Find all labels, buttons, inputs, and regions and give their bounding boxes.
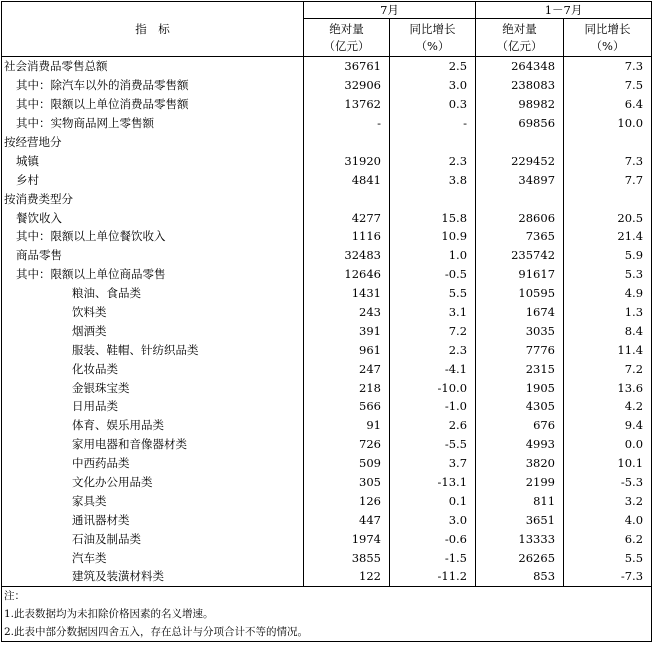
cum-abs-value: 229452 (476, 151, 564, 170)
table-row (2, 170, 652, 189)
cum-abs-value: 91617 (476, 265, 564, 284)
table-row (2, 529, 652, 548)
abs-unit: （亿元） (323, 38, 370, 53)
cum-abs-value: 26265 (476, 548, 564, 567)
july-yoy-value: 3.7 (390, 454, 476, 473)
row-label: 中西药品类 (72, 456, 130, 471)
cum-abs-value: 238083 (476, 76, 564, 95)
table-row (2, 303, 652, 322)
row-label: 化妆品类 (72, 361, 118, 376)
july-yoy-header (390, 19, 476, 57)
july-abs-value: 12646 (304, 265, 390, 284)
cum-abs-value: 28606 (476, 208, 564, 227)
cum-yoy-value: -5.3 (564, 473, 652, 492)
cum-yoy-value: -7.3 (564, 567, 652, 586)
july-yoy-value: 2.6 (390, 416, 476, 435)
cum-yoy-value: 7.5 (564, 76, 652, 95)
row-label: 家具类 (72, 493, 107, 508)
july-yoy-value: 2.5 (390, 57, 476, 76)
row-label: 按经营地分 (4, 135, 62, 149)
row-label: 烟酒类 (72, 323, 107, 338)
july-yoy-value: 2.3 (390, 151, 476, 170)
cum-abs-value: 98982 (476, 95, 564, 114)
july-yoy-value (390, 189, 476, 208)
cum-abs-value: 811 (476, 491, 564, 510)
july-yoy-value: 3.1 (390, 303, 476, 322)
cum-yoy-value: 5.9 (564, 246, 652, 265)
cum-yoy-value: 10.1 (564, 454, 652, 473)
cum-abs-value (476, 189, 564, 208)
july-yoy-value: -0.5 (390, 265, 476, 284)
july-abs-value: 1431 (304, 284, 390, 303)
cum-yoy-value: 6.4 (564, 95, 652, 114)
july-yoy-value: -5.5 (390, 435, 476, 454)
july-abs-header (304, 19, 390, 57)
abs-unit: （亿元） (496, 38, 543, 53)
cum-yoy-value: 7.2 (564, 359, 652, 378)
cum-abs-value: 34897 (476, 170, 564, 189)
table-row (2, 76, 652, 95)
table-row (2, 397, 652, 416)
indicator-header: 指 标 (2, 2, 304, 57)
yoy-unit: （%） (415, 38, 450, 53)
cum-yoy-value: 5.5 (564, 548, 652, 567)
table-row (2, 114, 652, 133)
july-abs-value: 218 (304, 378, 390, 397)
table-row (2, 359, 652, 378)
july-yoy-value: 0.3 (390, 95, 476, 114)
july-abs-value: 509 (304, 454, 390, 473)
row-label: 粮油、食品类 (72, 286, 141, 301)
yoy-label: 同比增长 (584, 21, 631, 36)
table-row (2, 321, 652, 340)
cum-yoy-value: 8.4 (564, 321, 652, 340)
table-row (2, 208, 652, 227)
july-abs-value: 247 (304, 359, 390, 378)
row-label: 其中：限额以上单位消费品零售额 (16, 97, 189, 112)
cum-abs-value: 264348 (476, 57, 564, 76)
table-row (2, 246, 652, 265)
cum-abs-header (476, 19, 564, 57)
row-label: 城镇 (16, 153, 39, 168)
cum-abs-value: 2199 (476, 473, 564, 492)
cum-yoy-value: 1.3 (564, 303, 652, 322)
cum-abs-value: 853 (476, 567, 564, 586)
row-label: 汽车类 (72, 550, 107, 565)
july-abs-value: 961 (304, 340, 390, 359)
cum-abs-value: 13333 (476, 529, 564, 548)
july-yoy-value: 1.0 (390, 246, 476, 265)
table-row (2, 227, 652, 246)
cum-yoy-value: 6.2 (564, 529, 652, 548)
cum-abs-value: 235742 (476, 246, 564, 265)
header-row-groups (2, 2, 652, 19)
july-abs-value: - (304, 114, 390, 133)
cum-yoy-value: 9.4 (564, 416, 652, 435)
row-label: 金银珠宝类 (72, 380, 130, 395)
july-yoy-value: -1.5 (390, 548, 476, 567)
cum-yoy-value (564, 189, 652, 208)
cum-yoy-value: 7.7 (564, 170, 652, 189)
table-row (2, 340, 652, 359)
july-group-header: 7月 (304, 2, 476, 19)
july-yoy-value: 2.3 (390, 340, 476, 359)
note-1: 1.此表数据均为未扣除价格因素的名义增速。 (4, 608, 214, 621)
cum-abs-value: 1905 (476, 378, 564, 397)
table-row (2, 265, 652, 284)
cum-yoy-value: 20.5 (564, 208, 652, 227)
july-abs-value: 122 (304, 567, 390, 586)
july-abs-value: 4277 (304, 208, 390, 227)
july-abs-value: 126 (304, 491, 390, 510)
july-abs-value: 32483 (304, 246, 390, 265)
july-abs-value: 391 (304, 321, 390, 340)
july-abs-value: 566 (304, 397, 390, 416)
table-row (2, 416, 652, 435)
row-label: 石油及制品类 (72, 531, 141, 546)
row-label: 体育、娱乐用品类 (72, 418, 164, 433)
july-abs-value: 1974 (304, 529, 390, 548)
cum-abs-value: 3820 (476, 454, 564, 473)
notes-title: 注： (2, 586, 652, 605)
july-yoy-value: -10.0 (390, 378, 476, 397)
cum-yoy-value (564, 133, 652, 152)
row-label: 其中：除汽车以外的消费品零售额 (16, 78, 189, 93)
july-yoy-value: 0.1 (390, 491, 476, 510)
cum-abs-value: 4305 (476, 397, 564, 416)
cum-yoy-value: 3.2 (564, 491, 652, 510)
row-label: 日用品类 (72, 399, 118, 414)
july-yoy-value (390, 133, 476, 152)
july-abs-value: 31920 (304, 151, 390, 170)
july-abs-value: 13762 (304, 95, 390, 114)
cum-abs-value: 10595 (476, 284, 564, 303)
row-label: 饮料类 (72, 305, 107, 320)
row-label: 按消费类型分 (4, 191, 73, 206)
july-abs-value: 3855 (304, 548, 390, 567)
july-abs-value (304, 133, 390, 152)
july-yoy-value: - (390, 114, 476, 133)
cum-abs-value: 7776 (476, 340, 564, 359)
note-row (2, 605, 652, 623)
note-2: 2.此表中部分数据因四舍五入，存在总计与分项合计不等的情况。 (4, 626, 309, 639)
row-label: 通讯器材类 (72, 512, 130, 527)
cum-yoy-value: 11.4 (564, 340, 652, 359)
row-label: 社会消费品零售总额 (4, 59, 108, 74)
cum-yoy-value: 5.3 (564, 265, 652, 284)
cum-abs-value: 69856 (476, 114, 564, 133)
row-label: 建筑及装潢材料类 (72, 569, 164, 584)
cum-yoy-value: 21.4 (564, 227, 652, 246)
cum-abs-value (476, 133, 564, 152)
cum-abs-value: 7365 (476, 227, 564, 246)
july-yoy-value: 5.5 (390, 284, 476, 303)
abs-label: 绝对量 (502, 21, 537, 36)
row-label: 家用电器和音像器材类 (72, 437, 187, 452)
july-abs-value: 243 (304, 303, 390, 322)
table-row (2, 189, 652, 208)
cum-yoy-header (564, 19, 652, 57)
row-label: 其中：限额以上单位餐饮收入 (16, 229, 166, 244)
cum-yoy-value: 7.3 (564, 57, 652, 76)
july-abs-value (304, 189, 390, 208)
cum-abs-value: 1674 (476, 303, 564, 322)
july-abs-value: 4841 (304, 170, 390, 189)
table-row (2, 435, 652, 454)
cum-abs-value: 676 (476, 416, 564, 435)
table-row (2, 151, 652, 170)
table-row (2, 567, 652, 586)
row-label: 服装、鞋帽、针纺织品类 (72, 342, 199, 357)
yoy-unit: （%） (590, 38, 625, 53)
cum-abs-value: 2315 (476, 359, 564, 378)
cum-yoy-value: 4.9 (564, 284, 652, 303)
july-abs-value: 726 (304, 435, 390, 454)
row-label: 乡村 (16, 172, 39, 187)
july-yoy-value: 10.9 (390, 227, 476, 246)
july-yoy-value: 7.2 (390, 321, 476, 340)
row-label: 其中：实物商品网上零售额 (16, 116, 154, 131)
table-row (2, 57, 652, 76)
jan-jul-group-header: 1－7月 (476, 2, 652, 19)
note-row (2, 623, 652, 642)
july-abs-value: 447 (304, 510, 390, 529)
july-yoy-value: 3.0 (390, 510, 476, 529)
july-yoy-value: -13.1 (390, 473, 476, 492)
table-row (2, 95, 652, 114)
cum-abs-value: 3035 (476, 321, 564, 340)
row-label: 餐饮收入 (16, 210, 62, 225)
july-yoy-value: -4.1 (390, 359, 476, 378)
july-yoy-value: -1.0 (390, 397, 476, 416)
row-label: 商品零售 (16, 248, 62, 263)
table-row (2, 284, 652, 303)
table-row (2, 548, 652, 567)
cum-yoy-value: 0.0 (564, 435, 652, 454)
july-yoy-value: -0.6 (390, 529, 476, 548)
cum-yoy-value: 13.6 (564, 378, 652, 397)
retail-sales-table (1, 1, 652, 642)
july-abs-value: 91 (304, 416, 390, 435)
table-row (2, 510, 652, 529)
july-abs-value: 32906 (304, 76, 390, 95)
cum-abs-value: 4993 (476, 435, 564, 454)
cum-yoy-value: 10.0 (564, 114, 652, 133)
cum-abs-value: 3651 (476, 510, 564, 529)
july-abs-value: 305 (304, 473, 390, 492)
row-label: 文化办公用品类 (72, 475, 153, 490)
cum-yoy-value: 4.0 (564, 510, 652, 529)
table-row (2, 491, 652, 510)
cum-yoy-value: 7.3 (564, 151, 652, 170)
table-row (2, 378, 652, 397)
table-row (2, 454, 652, 473)
table-row (2, 473, 652, 492)
july-yoy-value: 3.0 (390, 76, 476, 95)
july-abs-value: 1116 (304, 227, 390, 246)
july-yoy-value: 3.8 (390, 170, 476, 189)
july-abs-value: 36761 (304, 57, 390, 76)
july-yoy-value: 15.8 (390, 208, 476, 227)
july-yoy-value: -11.2 (390, 567, 476, 586)
abs-label: 绝对量 (329, 21, 364, 36)
notes-title-row (2, 586, 652, 605)
table-row (2, 133, 652, 152)
row-label: 其中：限额以上单位商品零售 (16, 267, 166, 282)
cum-yoy-value: 4.2 (564, 397, 652, 416)
yoy-label: 同比增长 (409, 21, 456, 36)
